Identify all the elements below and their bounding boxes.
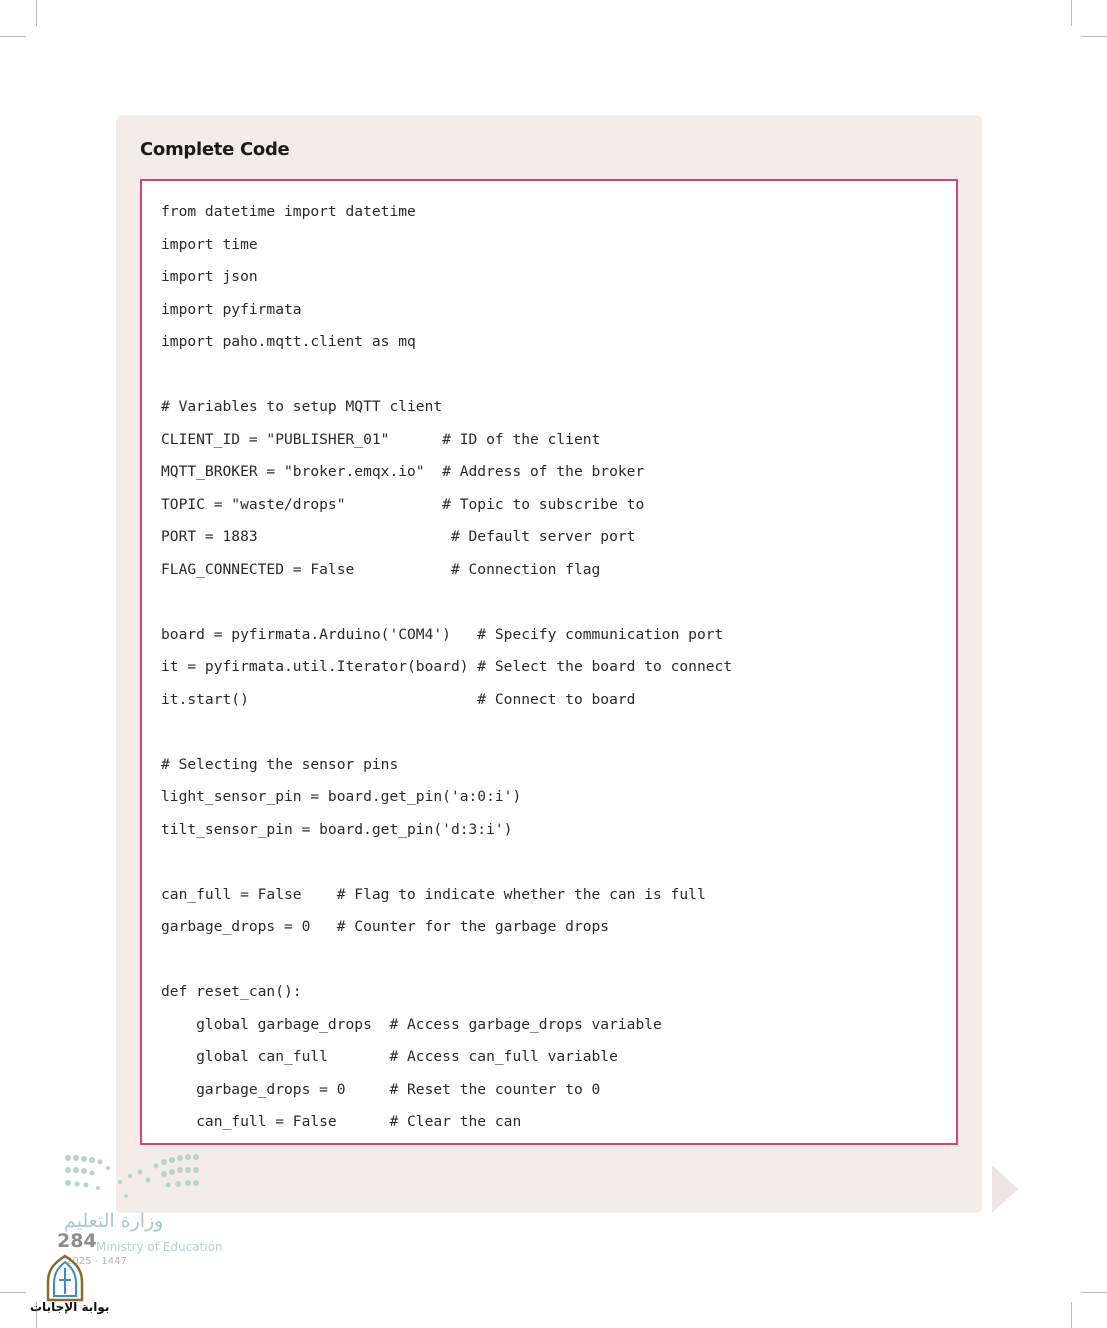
code-line [161,846,732,879]
code-box [140,179,958,1145]
crop-mark [1081,36,1107,37]
portal-name: بوابة الإجابات [30,1300,110,1314]
ministry-name-english: Ministry of Education [96,1240,223,1254]
code-line: it.start() # Connect to board [161,690,636,708]
code-line [161,359,732,392]
year-range: 2025 - 1447 [66,1256,127,1267]
code-line: import json [161,268,258,285]
crop-mark [0,1292,26,1293]
code-line: global garbage_drops # Access garbage_drops variable [161,1015,662,1033]
code-line: import pyfirmata [161,300,302,318]
code-line [161,716,732,749]
ministry-name-arabic: وزارة التعليم [64,1210,164,1232]
page-number: 284 [57,1230,97,1252]
code-panel [116,115,982,1213]
code-line: def reset_can(): [161,983,302,1000]
code-line: global can_full # Access can_full variable [161,1048,618,1065]
code-line [161,944,732,977]
crop-mark [1081,1292,1107,1293]
crop-mark [0,36,26,37]
code-line: PORT = 1883 # Default server port [161,528,636,545]
code-line: light_sensor_pin = board.get_pin('a:0:i') [161,788,522,805]
ministry-dots-logo [64,1152,200,1200]
code-line: garbage_drops = 0 # Counter for the garbage drops [161,918,610,935]
chevron-right-icon[interactable] [992,1165,1018,1213]
code-line: can_full = False # Flag to indicate whether the can is full [161,885,706,903]
code-line: FLAG_CONNECTED = False # Connection flag [161,560,601,578]
code-line: import time [161,235,258,253]
code-line: import paho.mqtt.client as mq [161,333,416,350]
code-block [161,196,732,1139]
code-line: # Selecting the sensor pins [161,755,399,773]
code-line: # Variables to setup MQTT client [161,398,443,415]
code-line: garbage_drops = 0 # Reset the counter to 0 [161,1080,601,1098]
code-line: TOPIC = "waste/drops" # Topic to subscribe to [161,495,645,513]
code-line [161,586,732,619]
code-line: it = pyfirmata.util.Iterator(board) # Select the board to connect [161,658,733,675]
code-line: can_full = False # Clear the can [161,1113,522,1130]
code-line: board = pyfirmata.Arduino('COM4') # Specify communication port [161,625,724,643]
crop-mark [1071,0,1072,26]
code-line: CLIENT_ID = "PUBLISHER_01" # ID of the client [161,430,601,448]
code-line: tilt_sensor_pin = board.get_pin('d:3:i') [161,820,513,838]
code-line: from datetime import datetime [161,203,416,220]
code-line: MQTT_BROKER = "broker.emqx.io" # Address of the broker [161,463,645,480]
crop-mark [36,0,37,26]
portal-logo-icon [44,1254,86,1302]
crop-mark [1071,1302,1072,1328]
panel-title: Complete Code [140,139,290,160]
